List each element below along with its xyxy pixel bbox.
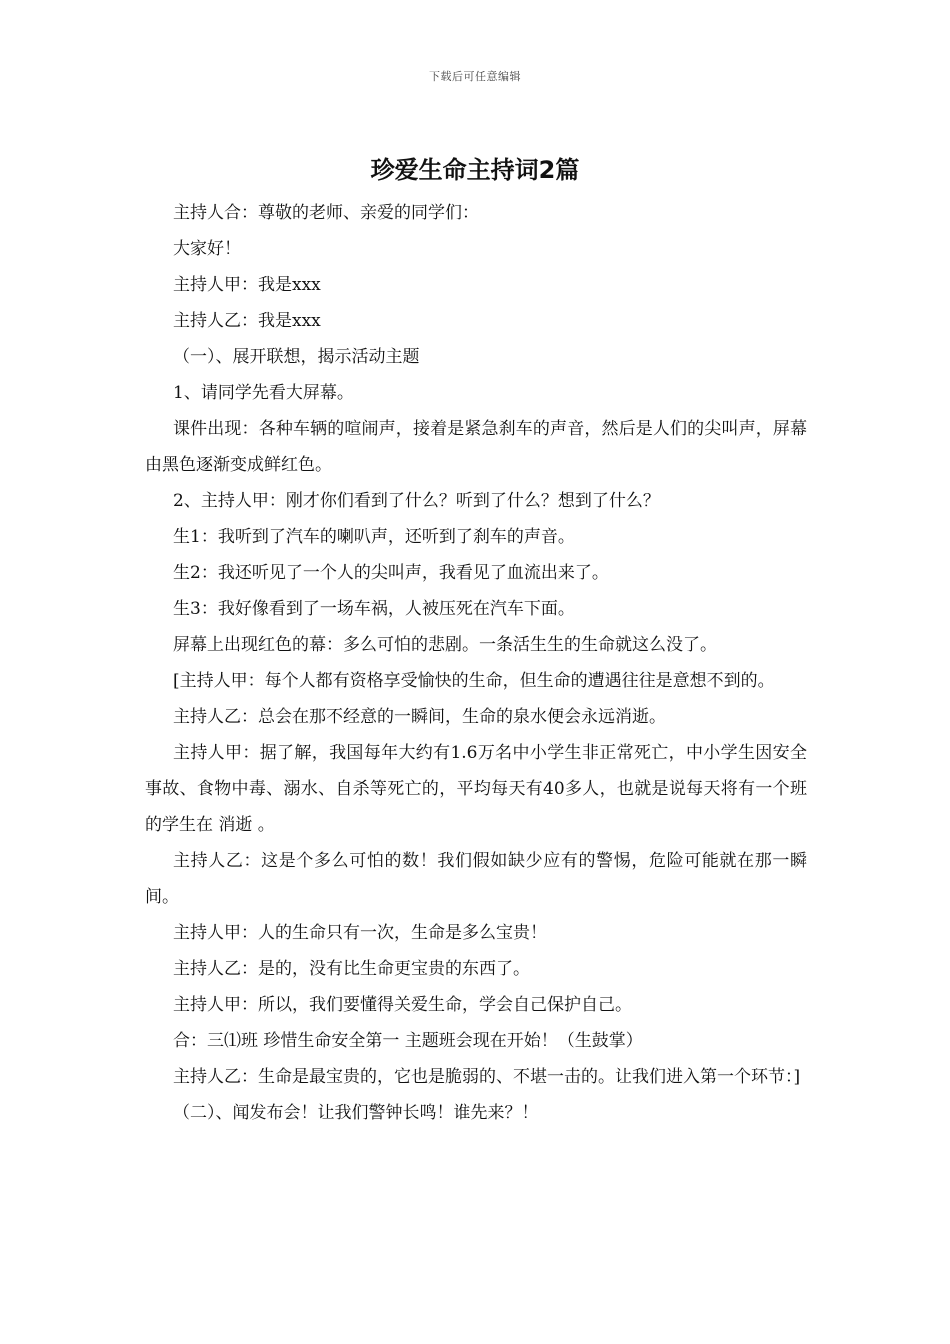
paragraph: 屏幕上出现红色的幕：多么可怕的悲剧。一条活生生的生命就这么没了。 xyxy=(173,635,717,655)
paragraph: 主持人甲：我是xxx xyxy=(173,275,321,295)
paragraph: 主持人乙：是的，没有比生命更宝贵的东西了。 xyxy=(173,959,530,979)
paragraph: 主持人甲：据了解，我国每年大约有1.6万名中小学生非正常死亡，中小学生因安全事故、食物中毒、溺水、自杀等死亡的，平均每天有40多人，也就是说每天将有一个班的学生在 消逝 。 xyxy=(145,743,807,835)
paragraph: 主持人甲：所以，我们要懂得关爱生命，学会自己保护自己。 xyxy=(173,995,632,1015)
paragraph: 主持人乙：生命是最宝贵的，它也是脆弱的、不堪一击的。让我们进入第一个环节：] xyxy=(173,1067,801,1087)
paragraph: 主持人乙：我是xxx xyxy=(173,311,321,331)
paragraph: 生2：我还听见了一个人的尖叫声，我看见了血流出来了。 xyxy=(173,563,609,583)
document-body xyxy=(145,195,807,1131)
paragraph: 大家好！ xyxy=(173,239,241,259)
paragraph: 合：三⑴班 珍惜生命安全第一 主题班会现在开始！（生鼓掌） xyxy=(173,1031,643,1051)
document-title: 珍爱生命主持词2篇 xyxy=(370,156,580,184)
paragraph: 主持人合：尊敬的老师、亲爱的同学们： xyxy=(173,203,479,223)
paragraph: 生3：我好像看到了一场车祸，人被压死在汽车下面。 xyxy=(173,599,575,619)
paragraph: 1、请同学先看大屏幕。 xyxy=(173,383,354,403)
paragraph: [主持人甲：每个人都有资格享受愉快的生命，但生命的遭遇往往是意想不到的。 xyxy=(173,671,775,691)
header-note: 下载后可任意编辑 xyxy=(429,70,521,83)
paragraph: 2、主持人甲：刚才你们看到了什么？听到了什么？想到了什么？ xyxy=(173,491,660,511)
paragraph: 课件出现：各种车辆的喧闹声，接着是紧急刹车的声音，然后是人们的尖叫声，屏幕由黑色逐渐变成鲜红色。 xyxy=(145,419,807,475)
paragraph: 主持人乙：总会在那不经意的一瞬间，生命的泉水便会永远消逝。 xyxy=(173,707,666,727)
paragraph: （二）、闻发布会！让我们警钟长鸣！谁先来？！ xyxy=(173,1103,539,1123)
paragraph: 主持人乙：这是个多么可怕的数！我们假如缺少应有的警惕，危险可能就在那一瞬间。 xyxy=(145,851,807,907)
paragraph: 主持人甲：人的生命只有一次，生命是多么宝贵！ xyxy=(173,923,547,943)
paragraph: 生1：我听到了汽车的喇叭声，还听到了刹车的声音。 xyxy=(173,527,575,547)
paragraph: （一）、展开联想，揭示活动主题 xyxy=(173,347,420,367)
